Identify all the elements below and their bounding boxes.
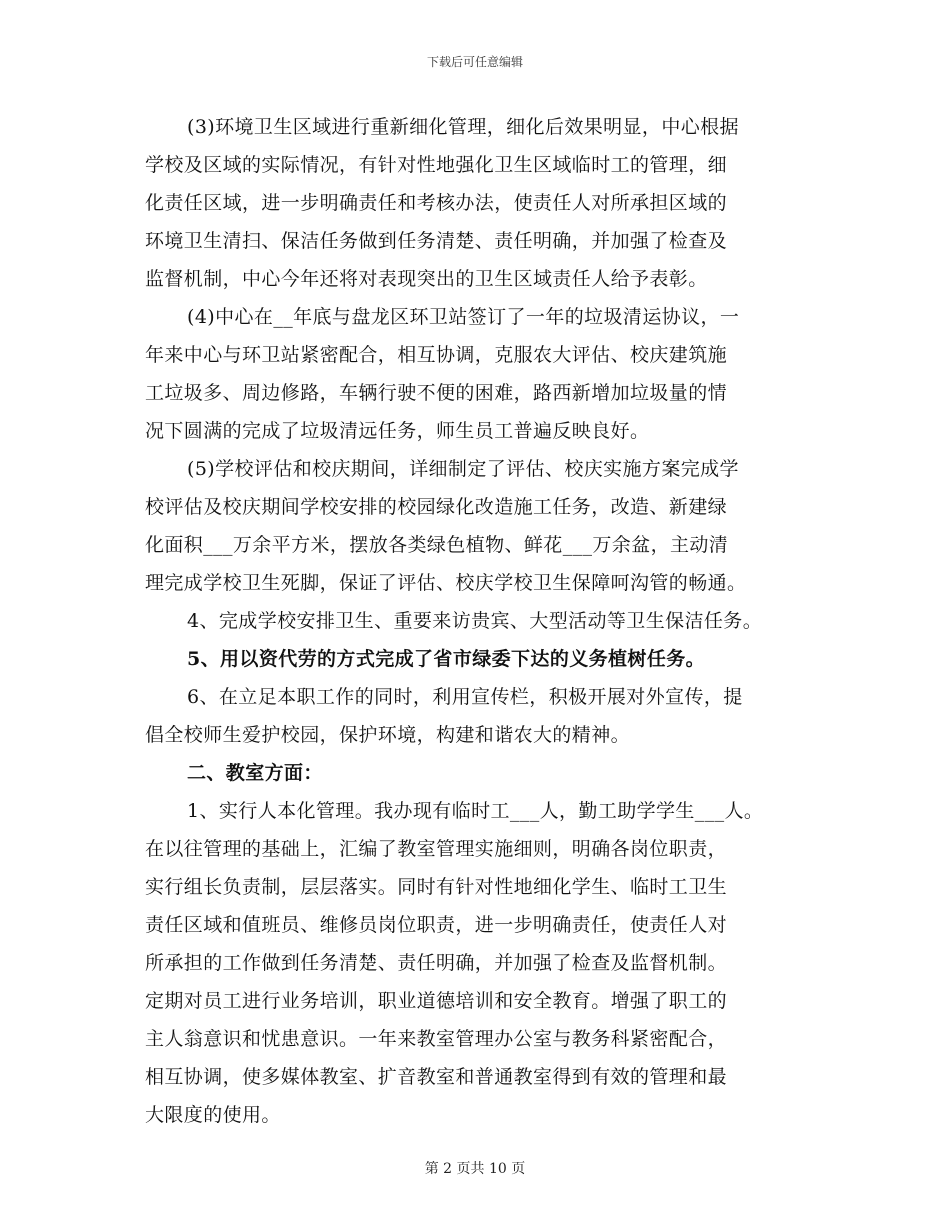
text-line: 1、实行人本化管理。我办现有临时工___人，勤工助学学生___人。: [187, 800, 764, 822]
page-footer: 第 2 页共 10 页: [424, 1161, 526, 1177]
text-line: 定期对员工进行业务培训，职业道德培训和安全教育。增强了职工的: [145, 990, 728, 1012]
text-line: 实行组长负责制，层层落实。同时有针对性地细化学生、临时工卫生: [145, 876, 728, 898]
text-line: 理完成学校卫生死脚，保证了评估、校庆学校卫生保障呵沟管的畅通。: [145, 572, 747, 594]
text-line: 学校及区域的实际情况，有针对性地强化卫生区域临时工的管理，细: [145, 154, 728, 176]
text-line: 所承担的工作做到任务清楚、责任明确，并加强了检查及监督机制。: [145, 952, 728, 974]
text-line: 况下圆满的完成了垃圾清远任务，师生员工普遍反映良好。: [145, 420, 650, 442]
item-5: [145, 640, 825, 678]
text-line: 在以往管理的基础上，汇编了教室管理实施细则，明确各岗位职责，: [145, 838, 728, 860]
text-line: 倡全校师生爱护校园，保护环境，构建和谐农大的精神。: [145, 724, 631, 746]
text-line: 责任区域和值班员、维修员岗位职责，进一步明确责任，使责任人对: [145, 914, 728, 936]
section-title: 二、教室方面：: [187, 762, 323, 784]
paragraph-4: [145, 298, 825, 450]
item-6: [145, 678, 825, 754]
text-line: 6、在立足本职工作的同时，利用宣传栏，积极开展对外宣传，提: [187, 686, 743, 708]
text-line: 化责任区域，进一步明确责任和考核办法，使责任人对所承担区域的: [145, 192, 728, 214]
text-line: 年来中心与环卫站紧密配合，相互协调，克服农大评估、校庆建筑施: [145, 344, 728, 366]
section-heading: [145, 754, 825, 792]
page-header: 下载后可任意编辑: [426, 55, 523, 69]
document-body: [145, 108, 825, 1134]
item-4: [145, 602, 825, 640]
text-line: 大限度的使用。: [145, 1104, 281, 1126]
text-line: 监督机制，中心今年还将对表现突出的卫生区域责任人给予表彰。: [145, 268, 708, 290]
paragraph-3: [145, 108, 825, 298]
text-line: 化面积___万余平方米，摆放各类绿色植物、鲜花___万余盆，主动清: [145, 534, 729, 556]
classroom-item-1: [145, 792, 825, 1134]
text-line-bold: 5、用以资代劳的方式完成了省市绿委下达的义务植树任务。: [187, 648, 706, 670]
text-line: 4、完成学校安排卫生、重要来访贵宾、大型活动等卫生保洁任务。: [187, 610, 763, 632]
text-line: 环境卫生清扫、保洁任务做到任务清楚、责任明确，并加强了检查及: [145, 230, 728, 252]
text-line: 相互协调，使多媒体教室、扩音教室和普通教室得到有效的管理和最: [145, 1066, 728, 1088]
paragraph-5: [145, 450, 825, 602]
text-line: 工垃圾多、周边修路，车辆行驶不便的困难，路西新增加垃圾量的情: [145, 382, 728, 404]
text-line: (4)中心在__年底与盘龙区环卫站签订了一年的垃圾清运协议，一: [187, 306, 740, 328]
text-line: 校评估及校庆期间学校安排的校园绿化改造施工任务，改造、新建绿: [145, 496, 728, 518]
text-line: 主人翁意识和忧患意识。一年来教室管理办公室与教务科紧密配合，: [145, 1028, 728, 1050]
text-line: (5)学校评估和校庆期间，详细制定了评估、校庆实施方案完成学: [187, 458, 739, 480]
text-line: (3)环境卫生区域进行重新细化管理，细化后效果明显，中心根据: [187, 116, 739, 138]
